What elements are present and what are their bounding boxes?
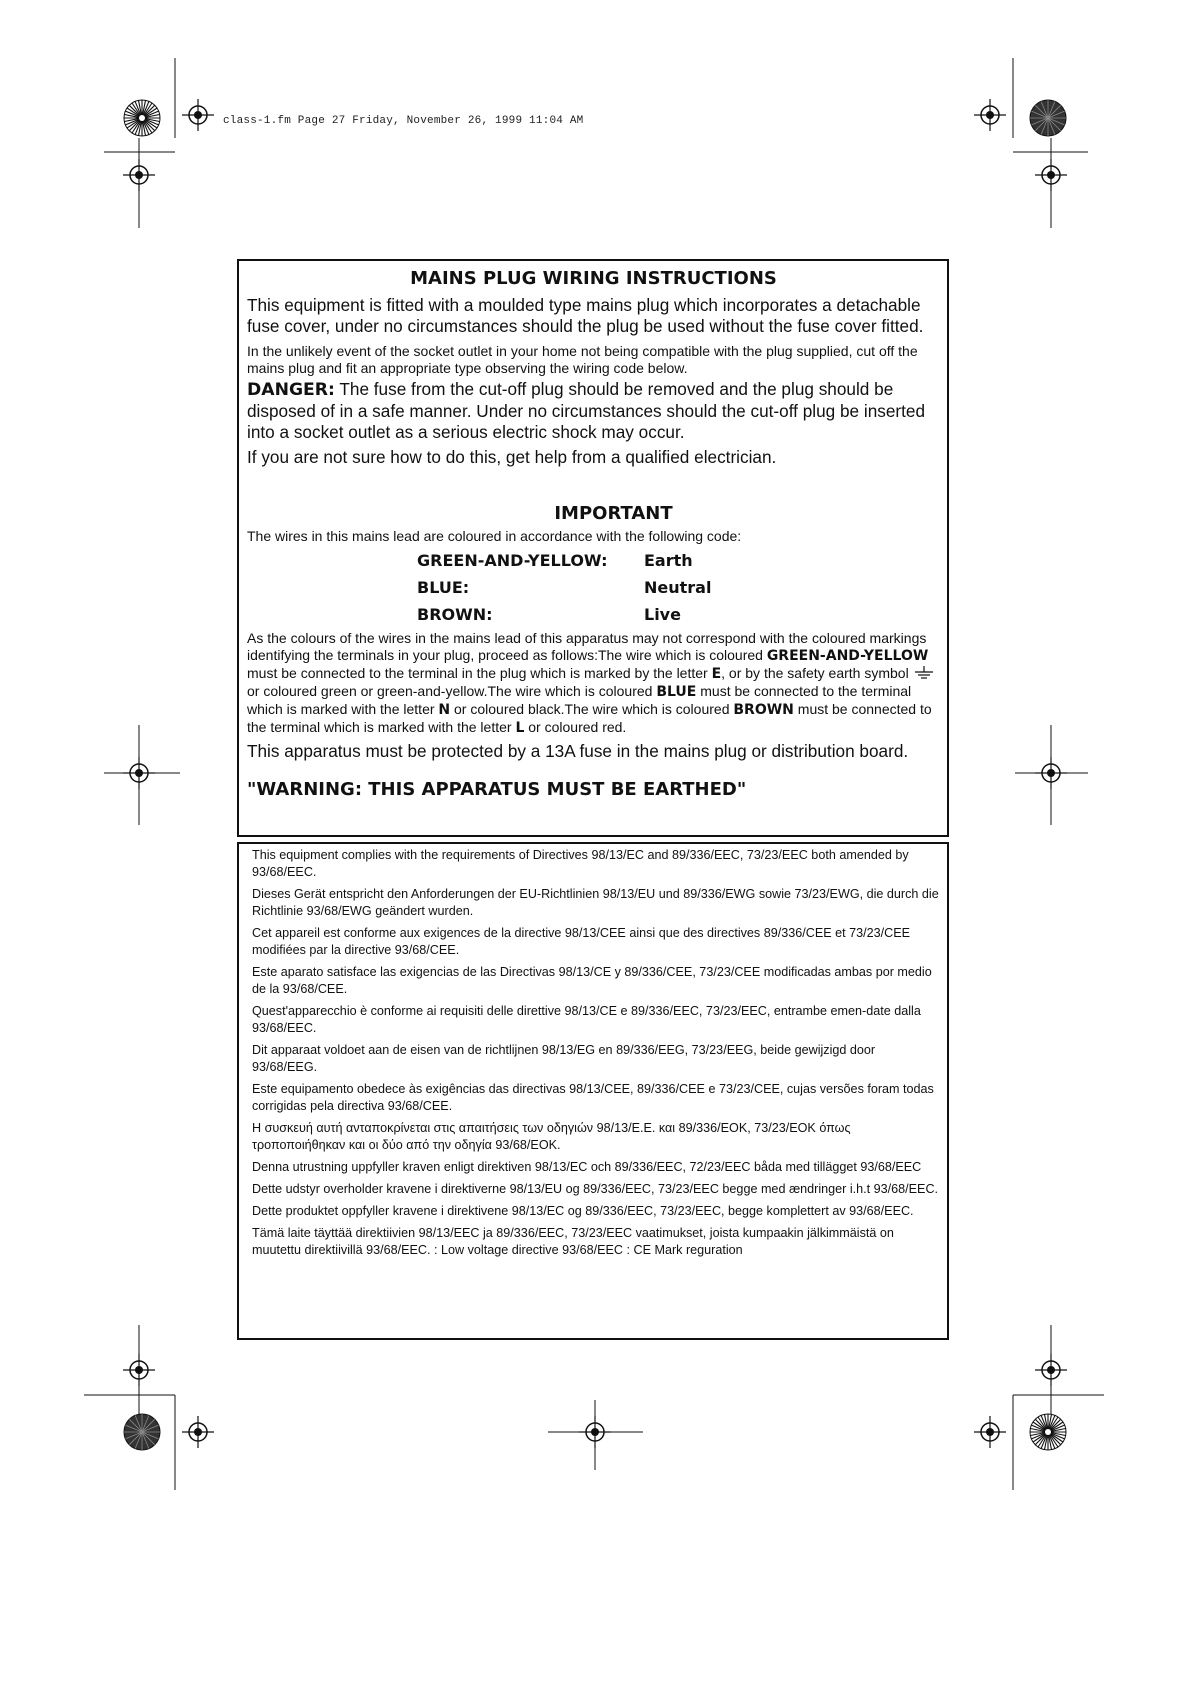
compliance-notice-en: This equipment complies with the requirements of Directives 98/13/EC and 89/336/EEC, 73/23/EEC both amended by 93/68/EEC. — [252, 848, 909, 879]
procedure-text: must be connected to the terminal which is marked with the letter — [247, 701, 932, 735]
compliance-notice-nl: Dit apparaat voldoet aan de eisen van de richtlijnen 98/13/EG en 89/336/EEG, 73/23/EEG, beide gewijzigd door 93/68/EEG. — [252, 1043, 876, 1074]
wire-code-table — [247, 547, 940, 628]
compliance-box — [237, 842, 949, 1340]
danger-paragraph — [247, 379, 940, 443]
procedure-text: , or by the safety earth symbol — [721, 665, 913, 681]
file-info-header: class-1.fm Page 27 Friday, November 26, 1999 11:04 AM — [223, 115, 584, 127]
procedure-text: must be connected to the terminal which is marked with the letter — [247, 683, 912, 717]
procedure-bold: BLUE — [656, 684, 697, 700]
procedure-bold: GREEN-AND-YELLOW — [766, 648, 929, 664]
compliance-notice-it: Quest'apparecchio è conforme ai requisiti delle direttive 98/13/CE e 89/336/EEC, 73/23/EEC, entrambe emen-date dalla 93/68/EEC. — [252, 1004, 921, 1035]
compliance-notice-de: Dieses Gerät entspricht den Anforderungen der EU-Richtlinien 98/13/EU und 89/336/EWG sowie 73/23/EWG, die durch die Richtlinie 93/68/EWG geändert wurden. — [252, 887, 939, 918]
procedure-text: or coloured red. — [524, 719, 627, 735]
compliance-notice-da: Dette udstyr overholder kravene i direktiverne 98/13/EU og 89/336/EEC, 73/23/EEC begge med ændringer i.h.t 93/68/EEC. — [252, 1182, 939, 1196]
wire-meaning: Earth — [644, 551, 693, 570]
compliance-notice-fr: Cet appareil est conforme aux exigences de la directive 98/13/CEE ainsi que des directives 89/336/CEE et 73/23/CEE modifiées par la directive 93/68/CEE. — [252, 926, 911, 957]
wire-color: BLUE: — [417, 578, 470, 597]
wiring-title: MAINS PLUG WIRING INSTRUCTIONS — [410, 268, 777, 289]
procedure-bold: E — [711, 666, 722, 682]
procedure-text: As the colours of the wires in the mains lead of this apparatus may not correspond with the coloured markings identifying the terminals in your plug, proceed as follows:The wire which is coloured — [247, 630, 927, 663]
wire-meaning: Live — [644, 605, 681, 624]
compliance-notice-sv: Denna utrustning uppfyller kraven enligt direktiven 98/13/EC och 89/336/EEC, 72/23/EEC båda med tillägget 93/68/EEC — [252, 1160, 922, 1174]
procedure-text: must be connected to the terminal in the plug which is marked by the letter — [247, 665, 712, 681]
danger-label: DANGER: — [247, 380, 335, 400]
procedure-bold: N — [438, 702, 451, 718]
wire-color: GREEN-AND-YELLOW: — [417, 551, 608, 570]
procedure-bold: BROWN — [733, 702, 794, 718]
earth-symbol-icon — [913, 666, 935, 680]
earthed-warning: "WARNING: THIS APPARATUS MUST BE EARTHED" — [247, 779, 747, 800]
cut-off-paragraph: In the unlikely event of the socket outlet in your home not being compatible with the plug supplied, cut off the mains plug and fit an appropriate type observing the wiring code below. — [247, 343, 918, 376]
procedure-text: or coloured black.The wire which is coloured — [450, 701, 734, 717]
danger-text: The fuse from the cut-off plug should be removed and the plug should be disposed of in a safe manner. Under no circumstances should the cut-off plug be inserted into a socket outlet as a serious electric shock may occur. — [247, 379, 926, 442]
compliance-notice-el: Η συσκευή αυτή ανταποκρίνεται στις απαιτήσεις των οδηγιών 98/13/E.E. και 89/336/EOK, 73/23/EOK όπως τροποποιήθηκαν και οι δύο από την οδηγία 93/68/EOK. — [252, 1121, 851, 1152]
electrician-paragraph: If you are not sure how to do this, get help from a qualified electrician. — [247, 447, 777, 467]
procedure-text: or coloured green or green-and-yellow.The wire which is coloured — [247, 683, 657, 699]
fuse-cover-paragraph: This equipment is fitted with a moulded type mains plug which incorporates a detachable fuse cover, under no circumstances should the plug be used without the fuse cover fitted. — [247, 295, 924, 336]
fuse-note: This apparatus must be protected by a 13A fuse in the mains plug or distribution board. — [247, 741, 909, 761]
procedure-paragraph — [247, 630, 940, 737]
wire-color: BROWN: — [417, 605, 493, 624]
important-heading: IMPORTANT — [554, 503, 673, 524]
procedure-bold: L — [515, 720, 525, 736]
wire-code-row — [247, 601, 940, 628]
wire-code-row — [247, 574, 940, 601]
code-intro: The wires in this mains lead are coloured in accordance with the following code: — [247, 528, 742, 544]
compliance-notice-fi: Tämä laite täyttää direktiivien 98/13/EEC ja 89/336/EEC, 73/23/EEC vaatimukset, joista kumpaakin jälkimmäistä on muutettu direktiivillä 93/68/EEC. : Low voltage directive 93/68/EEC : CE Mark reguration — [252, 1226, 894, 1257]
wire-meaning: Neutral — [644, 578, 712, 597]
compliance-notice-no: Dette produktet oppfyller kravene i direktivene 98/13/EC og 89/336/EEC, 73/23/EEC, begge komplettert av 93/68/EEC. — [252, 1204, 914, 1218]
compliance-notice-es: Este aparato satisface las exigencias de las Directivas 98/13/CE y 89/336/CEE, 73/23/CEE modificadas ambas por medio de la 93/68/CEE. — [252, 965, 932, 996]
compliance-notice-pt: Este equipamento obedece às exigências das directivas 98/13/CEE, 89/336/CEE e 73/23/CEE, cujas versões foram todas corrigidas pela directiva 93/68/CEE. — [252, 1082, 934, 1113]
wire-code-row — [247, 547, 940, 574]
wiring-instructions-box — [237, 259, 949, 837]
